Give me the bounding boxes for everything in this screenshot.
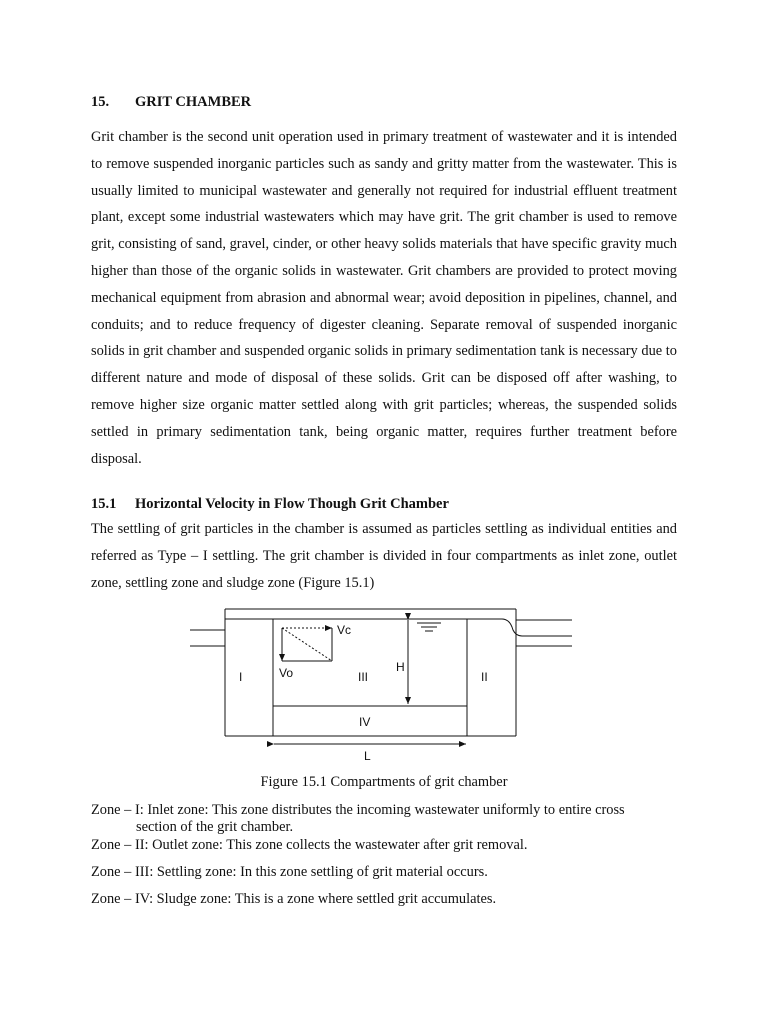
zone-item bbox=[91, 802, 677, 836]
zone-2-text: Zone – II: Outlet zone: This zone collects the wastewater after grit removal. bbox=[91, 837, 528, 853]
vc-label: Vc bbox=[337, 623, 352, 637]
subsection-paragraph: The settling of grit particles in the chamber is assumed as particles settling as individual entities and referred as Type – I settling. The grit chamber is divided in four compartments as inlet zone, outlet zone, settling zone and sludge zone (Figure 15.1) bbox=[91, 521, 677, 591]
vo-label: Vo bbox=[279, 666, 294, 680]
section-title: GRIT CHAMBER bbox=[135, 94, 252, 110]
zone-1-text: Zone – I: Inlet zone: This zone distributes the incoming wastewater uniformly to entire cross bbox=[91, 802, 625, 818]
zone-3-label: III bbox=[358, 670, 369, 684]
zone-item bbox=[91, 837, 677, 854]
resultant-vector bbox=[282, 628, 332, 661]
section-number: 15. bbox=[91, 94, 110, 110]
figure-caption: Figure 15.1 Compartments of grit chamber bbox=[260, 774, 508, 790]
zone-4-label: IV bbox=[359, 715, 371, 729]
zone-item bbox=[91, 891, 677, 908]
zone-1-continuation: section of the grit chamber. bbox=[136, 819, 294, 835]
subsection-title: Horizontal Velocity in Flow Though Grit Chamber bbox=[135, 496, 449, 512]
section-paragraph: Grit chamber is the second unit operation used in primary treatment of wastewater and it is intended to remove suspended inorganic particles such as sandy and gritty matter from the wastewater. This is usually limited to municipal wastewater and generally not required for industrial effluent treatment plant, except some industrial wastewaters which may have grit. The grit chamber is used to remove grit, consisting of sand, gravel, cinder, or other heavy solids materials that have specific gravity much higher than those of the organic solids in wastewater. Grit chambers are provided to protect moving mechanical equipment from abrasion and abnormal wear; avoid deposition in pipelines, channel, and conduits; and to reduce frequency of digester cleaning. Separate removal of suspended inorganic solids in grit chamber and suspended organic solids in primary sedimentation tank is necessary due to different nature and mode of disposal of these solids. Grit can be disposed off after washing, to remove higher size organic matter settled along with grit particles; whereas, the suspended solids settled in primary sedimentation tank, being organic matter, requires further treatment before disposal. bbox=[91, 129, 677, 467]
length-label: L bbox=[364, 749, 371, 763]
zone-item bbox=[91, 864, 677, 881]
zone-3-text: Zone – III: Settling zone: In this zone settling of grit material occurs. bbox=[91, 864, 488, 880]
outlet-weir bbox=[502, 619, 522, 636]
zone-2-label: II bbox=[481, 670, 488, 684]
subsection-number: 15.1 bbox=[91, 496, 117, 512]
height-label: H bbox=[396, 660, 405, 674]
zone-1-label: I bbox=[239, 670, 243, 684]
zone-4-text: Zone – IV: Sludge zone: This is a zone where settled grit accumulates. bbox=[91, 891, 497, 907]
